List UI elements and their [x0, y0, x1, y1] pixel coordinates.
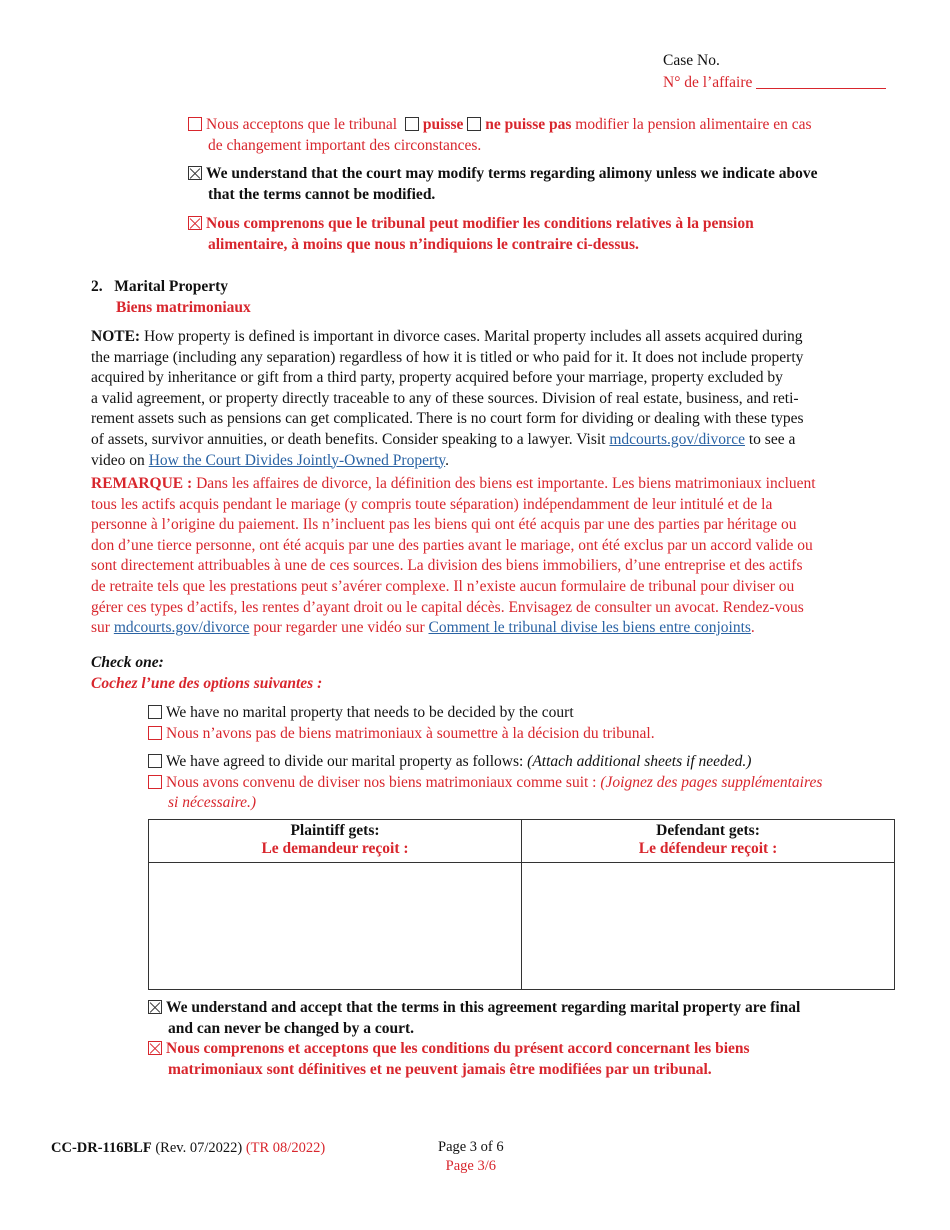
page-number: Page 3 of 6 Page 3/6: [438, 1139, 504, 1174]
note-paragraph: NOTE: How property is defined is important in divorce cases. Marital property includes all assets acquired during the marriage (including any separation) regardless of how it is titled or who paid for it. It does not include property acquired by inheritance or gift from a third party, property acquired before your marriage, property excluded by a valid agreement, or property directly traceable to any of these sources. Division of real estate, business, and reti- rement assets such as pensions can get complicated. There is no court form for dividing or dealing with these types of assets, survivor annuities, or death benefits. Consider speaking to a lawyer. Visit mdcourts.gov/divorce to see a video on How the Court Divides Jointly-Owned Property.: [91, 328, 804, 469]
divide-property-checkbox[interactable]: [148, 754, 162, 768]
alimony-modify-option: Nous acceptons que le tribunal puisse ne puisse pas modifier la pension alimentaire en cas de changement important des circonstances.: [188, 115, 888, 156]
option-divide-property: We have agreed to divide our marital property as follows: (Attach additional sheets if needed.) Nous avons convenu de diviser nos biens matrimoniaux comme suit : (Joignez des pages supplémentaires si nécessaire.): [148, 752, 893, 814]
plaintiff-gets-field[interactable]: [149, 863, 522, 990]
puisse-checkbox[interactable]: [405, 117, 419, 131]
defendant-gets-field[interactable]: [522, 863, 895, 990]
tribunal-divise-biens-link[interactable]: Comment le tribunal divise les biens entre conjoints: [428, 619, 751, 637]
remarque-paragraph: REMARQUE : Dans les affaires de divorce, la définition des biens est importante. Les biens matrimoniaux incluent tous les actifs acquis pendant le mariage (y compris toute séparation) indépendamment de leur intitulé et de la personne à l’origine du paiement. Ils n’incluent pas les biens qui ont été acquis par une des parties par héritage ou don d’une tierce personne, ont été acquis par une des parties avant le mariage, ont été exclus par un accord valide ou sont directement attribuables à une de ces sources. La division des biens immobiliers, d’une entreprise et des actifs de retraite tels que les prestations peut s’avérer complexe. Il n’existe aucun formulaire de tribunal pour diviser ou gérer ces types d’actifs, les rentes d’ayant droit ou le capital décès. Envisagez de consulter un avocat. Rendez-vous sur mdcourts.gov/divorce pour regarder une vidéo sur Comment le tribunal divise les biens entre conjoints.: [91, 475, 816, 637]
check-one-label: Check one: Cochez l’une des options suivantes :: [91, 654, 323, 692]
understand-fr-checkbox[interactable]: [188, 216, 202, 230]
case-no-label: Case No.: [663, 52, 720, 69]
no-property-checkbox-fr[interactable]: [148, 726, 162, 740]
final-en-checkbox[interactable]: [148, 1000, 162, 1014]
ne-puisse-pas-checkbox[interactable]: [467, 117, 481, 131]
divide-property-checkbox-fr[interactable]: [148, 775, 162, 789]
alimony-understand-en: We understand that the court may modify terms regarding alimony unless we indicate above that the terms cannot be modified.: [188, 164, 908, 205]
alimony-understand-fr: Nous comprenons que le tribunal peut modifier les conditions relatives à la pension alimentaire, à moins que nous n’indiquions le contraire ci-dessus.: [188, 214, 908, 255]
final-understand: We understand and accept that the terms in this agreement regarding marital property are final and can never be changed by a court. Nous comprenons et acceptons que les conditions du présent accord concernant les biens matrimoniaux sont définitives et ne peuvent jamais être modifiées par un tribunal.: [148, 998, 893, 1080]
mdcourts-divorce-link-fr[interactable]: mdcourts.gov/divorce: [113, 619, 250, 637]
section-2-heading: 2. Marital Property Biens matrimoniaux: [91, 278, 251, 316]
case-no-fr-label: N° de l’affaire: [663, 74, 886, 92]
form-id: CC-DR-116BLF (Rev. 07/2022) (TR 08/2022): [51, 1140, 326, 1156]
understand-en-checkbox[interactable]: [188, 166, 202, 180]
final-fr-checkbox[interactable]: [148, 1041, 162, 1055]
mdcourts-divorce-link[interactable]: mdcourts.gov/divorce: [609, 430, 745, 448]
alimony-agree-checkbox[interactable]: [188, 117, 202, 131]
property-division-table: [148, 819, 895, 990]
plaintiff-gets-header: Plaintiff gets: Le demandeur reçoit :: [149, 820, 522, 863]
court-divides-property-link[interactable]: How the Court Divides Jointly-Owned Property: [148, 451, 446, 469]
case-no-field[interactable]: [756, 74, 886, 89]
defendant-gets-header: Defendant gets: Le défendeur reçoit :: [522, 820, 895, 863]
option-no-property: We have no marital property that needs to be decided by the court Nous n’avons pas de biens matrimoniaux à soumettre à la décision du tribunal.: [148, 703, 888, 744]
no-property-checkbox[interactable]: [148, 705, 162, 719]
